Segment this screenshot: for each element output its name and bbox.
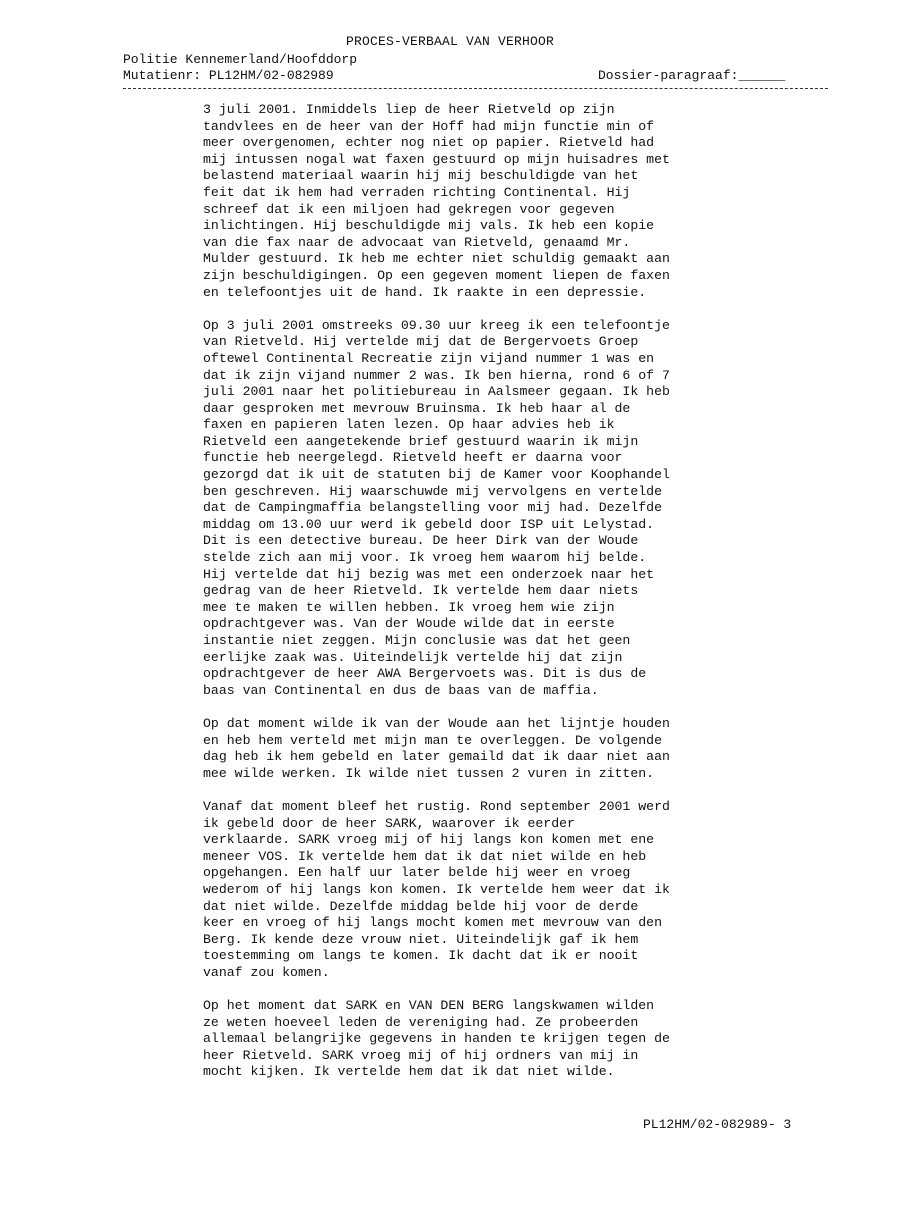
text-line: Op 3 juli 2001 omstreeks 09.30 uur kreeg ik een telefoontje	[203, 317, 670, 333]
text-line: baas van Continental en dus de baas van de maffia.	[203, 682, 599, 698]
text-line: van die fax naar de advocaat van Rietveld, genaamd Mr.	[203, 234, 631, 250]
text-line: verklaarde. SARK vroeg mij of hij langs kon komen met ene	[203, 832, 655, 848]
header-divider	[123, 88, 828, 89]
text-line: allemaal belangrijke gegevens in handen te krijgen tegen de	[203, 1031, 670, 1047]
text-line: Hij vertelde dat hij bezig was met een onderzoek naar het	[203, 566, 655, 582]
statement-paragraph	[203, 998, 743, 1081]
mutation-number-line	[123, 68, 334, 83]
text-line: mee wilde werken. Ik wilde niet tussen 2 vuren in zitten.	[203, 765, 655, 781]
text-line: dag heb ik hem gebeld en later gemaild dat ik daar niet aan	[203, 749, 670, 765]
text-line: opdrachtgever de heer AWA Bergervoets was. Dit is dus de	[203, 666, 647, 682]
text-line: Berg. Ik kende deze vrouw niet. Uiteindelijk gaf ik hem	[203, 931, 639, 947]
text-line: tandvlees en de heer van der Hoff had mijn functie min of	[203, 118, 655, 134]
text-line: zijn beschuldigingen. Op een gegeven moment liepen de faxen	[203, 267, 670, 283]
organization-name: Politie Kennemerland/Hoofddorp	[123, 52, 358, 67]
dossier-label: Dossier-paragraaf:	[598, 68, 739, 83]
text-line: opgehangen. Een half uur later belde hij weer en vroeg	[203, 865, 631, 881]
text-line: mij intussen nogal wat faxen gestuurd op mijn huisadres met	[203, 151, 670, 167]
text-line: keer en vroeg of hij langs mocht komen met mevrouw van den	[203, 915, 662, 931]
statement-body	[203, 102, 743, 1098]
text-line: feit dat ik hem had verraden richting Continental. Hij	[203, 184, 631, 200]
text-line: ze weten hoeveel leden de vereniging had. Ze probeerden	[203, 1014, 639, 1030]
text-line: opdrachtgever was. Van der Woude wilde dat in eerste	[203, 616, 615, 632]
dossier-paragraph-field	[598, 68, 785, 83]
text-line: faxen en papieren laten lezen. Op haar advies heb ik	[203, 417, 615, 433]
text-line: meer overgenomen, echter nog niet op papier. Rietveld had	[203, 135, 655, 151]
text-line: heer Rietveld. SARK vroeg mij of hij ordners van mij in	[203, 1047, 639, 1063]
text-line: dat ik zijn vijand nummer 2 was. Ik ben hierna, rond 6 of 7	[203, 367, 670, 383]
text-line: functie heb neergelegd. Rietveld heeft er daarna voor	[203, 450, 623, 466]
text-line: instantie niet zeggen. Mijn conclusie was dat het geen	[203, 633, 631, 648]
text-line: en telefoontjes uit de hand. Ik raakte in een depressie.	[203, 284, 647, 300]
text-line: Op het moment dat SARK en VAN DEN BERG langskwamen wilden	[203, 998, 655, 1014]
text-line: ben geschreven. Hij waarschuwde mij vervolgens en vertelde	[203, 483, 662, 499]
dossier-value: ______	[738, 68, 786, 83]
text-line: belastend materiaal waarin hij mij beschuldigde van het	[203, 168, 639, 184]
statement-paragraph	[203, 318, 743, 700]
text-line: daar gesproken met mevrouw Bruinsma. Ik heb haar al de	[203, 400, 631, 416]
text-line: Vanaf dat moment bleef het rustig. Rond september 2001 werd	[203, 798, 670, 814]
text-line: Dit is een detective bureau. De heer Dirk van der Woude	[203, 533, 639, 549]
text-line: mee te maken te willen hebben. Ik vroeg hem wie zijn	[203, 599, 615, 615]
statement-paragraph	[203, 102, 743, 301]
mutation-number: PL12HM/02-082989	[208, 68, 334, 83]
text-line: ik gebeld door de heer SARK, waarover ik eerder	[203, 815, 575, 831]
text-line: inlichtingen. Hij beschuldigde mij vals. Ik heb een kopie	[203, 218, 655, 234]
text-line: gedrag van de heer Rietveld. Ik vertelde hem daar niets	[203, 583, 639, 599]
text-line: van Rietveld. Hij vertelde mij dat de Bergervoets Groep	[203, 334, 639, 350]
text-line: schreef dat ik een miljoen had gekregen voor gegeven	[203, 201, 615, 217]
page-title: PROCES-VERBAAL VAN VERHOOR	[345, 34, 555, 49]
text-line: 3 juli 2001. Inmiddels liep de heer Rietveld op zijn	[203, 102, 615, 117]
text-line: wederom of hij langs kon komen. Ik vertelde hem weer dat ik	[203, 881, 670, 897]
text-line: eerlijke zaak was. Uiteindelijk vertelde hij dat zijn	[203, 649, 623, 665]
text-line: en heb hem verteld met mijn man te overleggen. De volgende	[203, 732, 662, 748]
mutation-label: Mutatienr:	[123, 68, 202, 83]
text-line: oftewel Continental Recreatie zijn vijand nummer 1 was en	[203, 350, 655, 366]
text-line: juli 2001 naar het politiebureau in Aalsmeer gegaan. Ik heb	[203, 384, 670, 400]
text-line: stelde zich aan mij voor. Ik vroeg hem waarom hij belde.	[203, 550, 647, 566]
text-line: dat niet wilde. Dezelfde middag belde hij voor de derde	[203, 898, 639, 914]
statement-paragraph	[203, 799, 743, 982]
text-line: mocht kijken. Ik vertelde hem dat ik dat niet wilde.	[203, 1064, 615, 1080]
text-line: middag om 13.00 uur werd ik gebeld door ISP uit Lelystad.	[203, 516, 655, 532]
footer-page-reference: PL12HM/02-082989- 3	[643, 1117, 792, 1132]
text-line: meneer VOS. Ik vertelde hem dat ik dat niet wilde en heb	[203, 848, 647, 864]
statement-paragraph	[203, 716, 743, 782]
text-line: dat de Campingmaffia belangstelling voor mij had. Dezelfde	[203, 500, 662, 516]
text-line: gezorgd dat ik uit de statuten bij de Kamer voor Koophandel	[203, 467, 670, 483]
text-line: Rietveld een aangetekende brief gestuurd waarin ik mijn	[203, 433, 639, 449]
text-line: Mulder gestuurd. Ik heb me echter niet schuldig gemaakt aan	[203, 251, 670, 267]
text-line: toestemming om langs te komen. Ik dacht dat ik er nooit	[203, 948, 639, 964]
text-line: vanaf zou komen.	[203, 964, 330, 980]
text-line: Op dat moment wilde ik van der Woude aan het lijntje houden	[203, 715, 670, 731]
